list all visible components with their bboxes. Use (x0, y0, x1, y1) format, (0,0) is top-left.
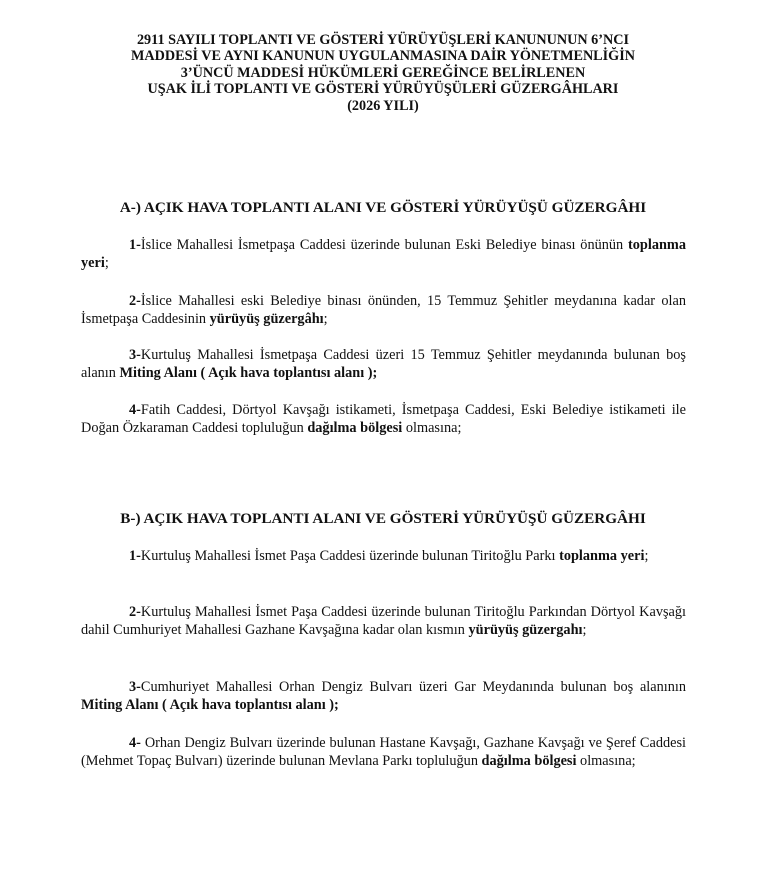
item-tail: ; (323, 311, 328, 327)
section-b-item-1 (81, 547, 686, 565)
item-emphasis: yürüyüş güzergahı (468, 622, 583, 638)
item-text: Cumhuriyet Mahallesi Orhan Dengiz Bulvarı üzeri Gar Meydanında bulunan boş alanının (140, 679, 686, 695)
item-text: Kurtuluş Mahallesi İsmet Paşa Caddesi üzerinde bulunan Tiritoğlu Parkından Dörtyol Kavşağı dahil Cumhuriyet Mahallesi Gazhane Kavşağına kadar olan kısmın (81, 604, 686, 638)
item-text: İslice Mahallesi eski Belediye binası önünden, 15 Temmuz Şehitler meydanına kadar olan İsmetpaşa Caddesinin (81, 293, 686, 327)
title-line-4: UŞAK İLİ TOPLANTI VE GÖSTERİ YÜRÜYÜŞÜLERİ GÜZERGÂHLARI (147, 81, 619, 98)
title-line-2: MADDESİ VE AYNI KANUNUN UYGULANMASINA DAİR YÖNETMENLİĞİN (131, 48, 635, 65)
item-text: Fatih Caddesi, Dörtyol Kavşağı istikameti, İsmetpaşa Caddesi, Eski Belediye istikameti ile Doğan Özkaraman Caddesi topluluğun (81, 402, 686, 436)
section-b-item-3 (81, 678, 686, 714)
item-number: 4- (129, 402, 141, 418)
item-number: 2- (129, 604, 141, 620)
document-title (60, 32, 706, 114)
item-emphasis: Miting Alanı ( Açık hava toplantısı alanı ); (81, 697, 339, 713)
item-number: 1- (129, 548, 141, 564)
section-a-item-1 (81, 236, 686, 272)
item-emphasis: yürüyüş güzergâhı (209, 311, 324, 327)
item-number: 4- (129, 735, 141, 751)
item-text: İslice Mahallesi İsmetpaşa Caddesi üzerinde bulunan Eski Belediye binası önünün (140, 237, 628, 253)
item-emphasis: dağılma bölgesi (307, 420, 403, 436)
section-b-heading: B-) AÇIK HAVA TOPLANTI ALANI VE GÖSTERİ YÜRÜYÜŞÜ GÜZERGÂHI (120, 510, 646, 527)
item-number: 2- (129, 293, 141, 309)
item-tail: olmasına; (576, 753, 636, 769)
item-tail: ; (582, 622, 587, 638)
section-a-item-2 (81, 292, 686, 328)
item-number: 3- (129, 679, 141, 695)
section-a-heading: A-) AÇIK HAVA TOPLANTI ALANI VE GÖSTERİ YÜRÜYÜŞÜ GÜZERGÂHI (119, 199, 647, 216)
item-text: Kurtuluş Mahallesi İsmet Paşa Caddesi üzerinde bulunan Tiritoğlu Parkı (140, 548, 560, 564)
item-emphasis: Miting Alanı ( Açık hava toplantısı alanı ); (119, 365, 378, 381)
section-b-item-4 (81, 734, 686, 770)
title-year: (2026 YILI) (347, 97, 419, 114)
section-b-item-2 (81, 603, 686, 639)
section-a-item-4 (81, 401, 686, 437)
section-a-item-3 (81, 346, 686, 382)
item-text: Kurtuluş Mahallesi İsmetpaşa Caddesi üzeri 15 Temmuz Şehitler meydanında bulunan boş alanın (81, 347, 686, 381)
item-tail: ; (644, 548, 649, 564)
item-emphasis: dağılma bölgesi (481, 753, 577, 769)
item-text: Orhan Dengiz Bulvarı üzerinde bulunan Hastane Kavşağı, Gazhane Kavşağı ve Şeref Caddesi (Mehmet Topaç Bulvarı) üzerinde bulunan Mevlana Parkı topluluğun (81, 735, 686, 769)
item-number: 1- (129, 237, 141, 253)
item-emphasis: toplanma yeri (81, 237, 686, 271)
title-line-1: 2911 SAYILI TOPLANTI VE GÖSTERİ YÜRÜYÜŞLERİ KANUNUNUN 6’NCI (136, 32, 630, 48)
item-tail: ; (104, 255, 109, 271)
item-tail: olmasına; (402, 420, 462, 436)
item-emphasis: toplanma yeri (559, 548, 645, 564)
title-line-3: 3’ÜNCÜ MADDESİ HÜKÜMLERİ GEREĞİNCE BELİRLENEN (180, 64, 586, 81)
item-number: 3- (129, 347, 141, 363)
